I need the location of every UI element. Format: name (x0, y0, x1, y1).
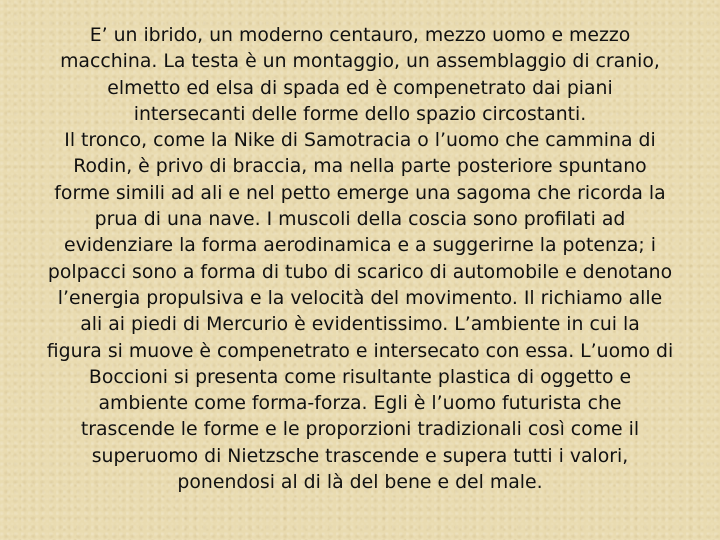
text-line: polpacci sono a forma di tubo di scarico di automobile e denotano (47, 260, 673, 283)
text-line: elmetto ed elsa di spada ed è compenetrato dai piani (107, 76, 613, 99)
text-line: macchina. La testa è un montaggio, un assemblaggio di cranio, (60, 50, 660, 73)
text-line: superuomo di Nietzsche trascende e supera tutti i valori, (91, 444, 629, 467)
text-line: Boccioni si presenta come risultante plastica di oggetto e (88, 365, 632, 388)
text-line: figura si muove è compenetrato e intersecato con essa. L’uomo di (46, 339, 674, 362)
text-line: ali ai piedi di Mercurio è evidentissimo. L’ambiente in cui la (80, 313, 640, 336)
text-line: trascende le forme e le proporzioni tradizionali così come il (80, 418, 640, 441)
text-line: forme simili ad ali e nel petto emerge una sagoma che ricorda la (54, 181, 666, 204)
text-line: evidenziare la forma aerodinamica e a suggerirne la potenza; i (64, 234, 656, 257)
body-paragraph (0, 22, 720, 495)
text-line: ambiente come forma-forza. Egli è l’uomo futurista che (98, 392, 622, 415)
text-line: intersecanti delle forme dello spazio circostanti. (133, 102, 587, 125)
text-line: Rodin, è privo di braccia, ma nella parte posteriore spuntano (73, 155, 647, 178)
text-line: l’energia propulsiva e la velocità del movimento. Il richiamo alle (57, 286, 663, 309)
text-line: prua di una nave. I muscoli della coscia sono profilati ad (94, 208, 626, 231)
text-line: E’ un ibrido, un moderno centauro, mezzo uomo e mezzo (89, 24, 631, 46)
text-line: ponendosi al di là del bene e del male. (177, 471, 543, 494)
text-line: Il tronco, come la Nike di Samotracia o l’uomo che cammina di (64, 129, 656, 152)
